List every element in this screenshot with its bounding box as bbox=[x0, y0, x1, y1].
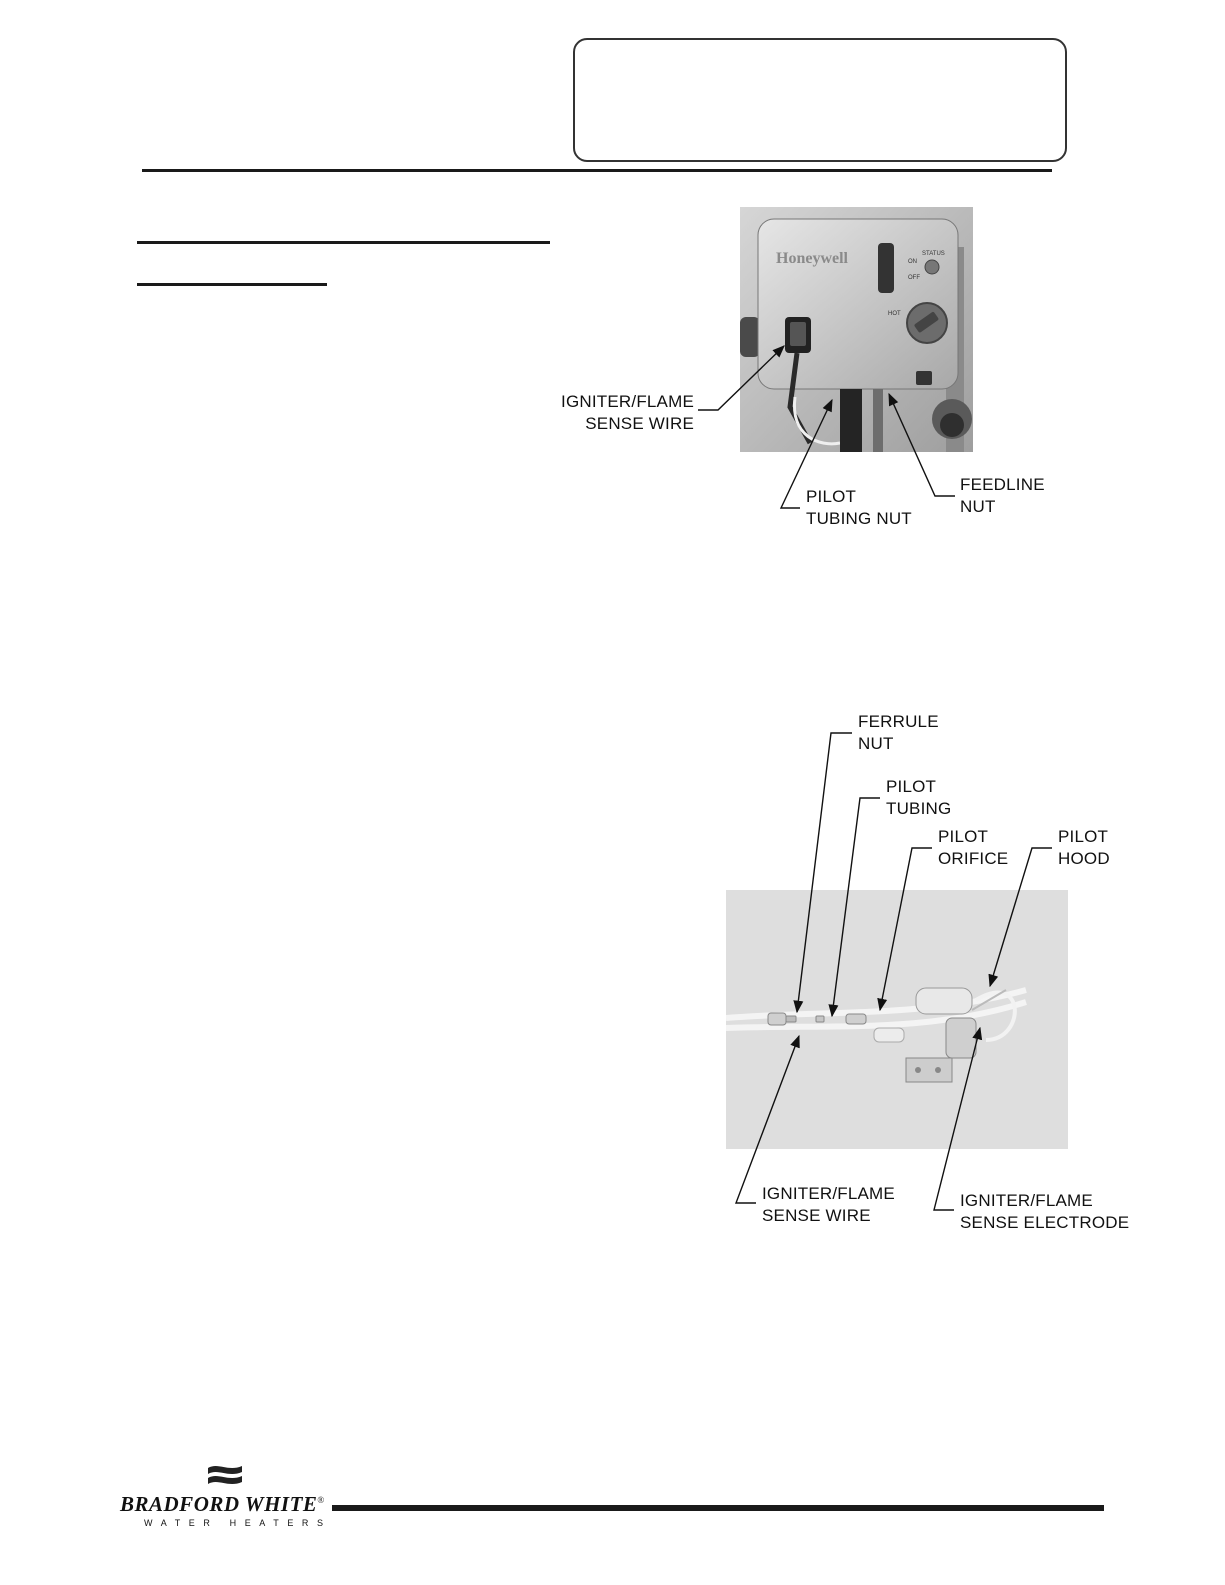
pilot-assembly-photo bbox=[726, 890, 1068, 1149]
fig1-label-pilot-tubing-nut: PILOT TUBING NUT bbox=[806, 487, 912, 528]
fig2-label-pilot-tubing: PILOT TUBING bbox=[886, 777, 952, 818]
fig2-label-ferrule-nut: FERRULE NUT bbox=[858, 712, 939, 753]
logo-wordmark: BRADFORD WHITE® bbox=[120, 1492, 325, 1516]
switch-on-text: ON bbox=[908, 259, 917, 265]
fig1-label-feedline-nut: FEEDLINE NUT bbox=[960, 475, 1045, 516]
status-text: STATUS bbox=[922, 251, 945, 257]
fig2-label-pilot-orifice: PILOT ORIFICE bbox=[938, 827, 1009, 868]
logo-tagline: WATER HEATERS bbox=[144, 1518, 332, 1528]
logo-flag-icon bbox=[206, 1462, 246, 1492]
header-box bbox=[573, 38, 1067, 162]
heading-underline-2 bbox=[137, 283, 327, 286]
honeywell-brand-text: Honeywell bbox=[776, 250, 848, 267]
heading-underline-1 bbox=[137, 241, 550, 244]
footer-rule bbox=[332, 1505, 1104, 1511]
switch-off-text: OFF bbox=[908, 275, 920, 281]
dial-hot-text: HOT bbox=[888, 311, 901, 317]
fig2-label-igniter-wire: IGNITER/FLAME SENSE WIRE bbox=[762, 1184, 895, 1225]
bradford-white-logo bbox=[120, 1462, 330, 1532]
gas-control-photo bbox=[740, 207, 973, 452]
fig1-label-igniter-wire: IGNITER/FLAME SENSE WIRE bbox=[561, 392, 694, 433]
fig2-label-igniter-electrode: IGNITER/FLAME SENSE ELECTRODE bbox=[960, 1191, 1130, 1232]
fig2-label-pilot-hood: PILOT HOOD bbox=[1058, 827, 1110, 868]
header-rule bbox=[142, 169, 1052, 172]
